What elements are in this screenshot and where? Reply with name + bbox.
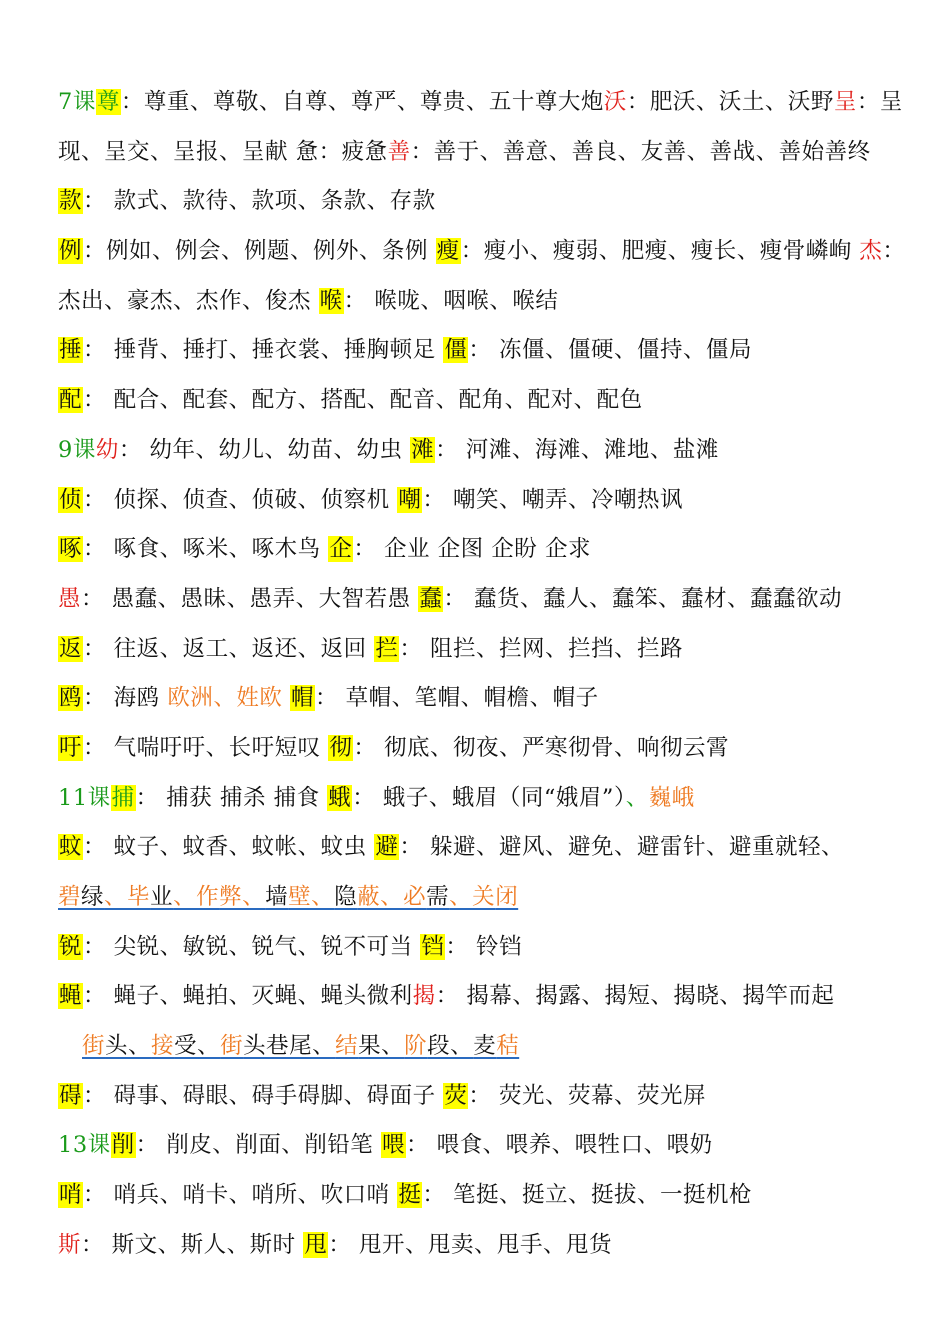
text-segment: ： 躲避、避风、避免、避雷针、避重就轻、 [399, 834, 844, 861]
text-segment: ： 铃铛 [445, 933, 522, 960]
highlighted-character: 避 [375, 834, 399, 861]
highlighted-character: 铛 [421, 933, 445, 960]
highlighted-character: 吁 [59, 734, 83, 761]
text-segment: 需 [426, 884, 450, 910]
text-segment: ： 草帽、笔帽、帽檐、帽子 [315, 685, 599, 712]
highlighted-character: 锐 [59, 933, 83, 960]
vocab-line [58, 277, 898, 327]
colored-text: 7课 [58, 89, 96, 115]
vocab-line [58, 177, 898, 227]
highlighted-character: 例 [59, 238, 83, 265]
highlighted-character: 企 [329, 536, 353, 563]
text-segment: ： 啄食、啄米、啄木鸟 [83, 536, 329, 563]
highlighted-character: 滩 [411, 436, 435, 463]
vocab-line [58, 972, 898, 1022]
colored-text: 、 [625, 784, 649, 811]
highlighted-character: 配 [59, 387, 83, 414]
text-segment: ： 河滩、海滩、滩地、盐滩 [435, 436, 719, 463]
text-segment: ： 喉咙、咽喉、喉结 [343, 287, 559, 314]
text-segment: ： 配合、配套、配方、搭配、配音、配角、配对、配色 [83, 387, 643, 414]
vocab-line [58, 724, 898, 774]
text-segment: 现、呈交、呈报、呈献 惫：疲惫 [58, 138, 388, 165]
text-segment: ： 捶背、捶打、捶衣裳、捶胸顿足 [83, 337, 444, 364]
text-segment: ：尊重、尊敬、自尊、尊严、尊贵、五十尊大炮 [120, 89, 604, 115]
colored-text: 阶 [404, 1033, 428, 1060]
highlighted-character: 喂 [381, 1132, 405, 1159]
text-segment: ： 冻僵、僵硬、僵持、僵局 [468, 337, 752, 364]
colored-text: 碧 [58, 884, 82, 910]
text-segment: ： 斯文、斯人、斯时 [81, 1231, 304, 1258]
colored-text: 巍峨 [648, 784, 695, 811]
text-segment: 果、 [358, 1033, 405, 1060]
text-segment: ： 喂食、喂养、喂牲口、喂奶 [405, 1132, 713, 1159]
highlighted-character: 挺 [398, 1182, 422, 1209]
colored-text: 街 [220, 1033, 244, 1060]
colored-text: 、关 [449, 884, 496, 910]
vocab-line [58, 525, 898, 575]
colored-text: 蔽、必 [357, 884, 427, 910]
text-segment: ： 款式、款待、款项、条款、存款 [83, 188, 436, 215]
text-segment: ： 企业 企图 企盼 企求 [353, 536, 591, 563]
text-segment: ：善于、善意、善良、友善、善战、善始善终 [410, 138, 871, 165]
highlighted-character: 啄 [59, 536, 83, 563]
vocab-line [58, 1022, 898, 1072]
highlighted-character: 哨 [59, 1182, 83, 1209]
text-segment: 受、 [174, 1033, 221, 1060]
vocab-line [58, 128, 898, 178]
vocab-line [58, 476, 898, 526]
text-segment: ： 彻底、彻夜、严寒彻骨、响彻云霄 [353, 734, 729, 761]
text-segment: ： 尖锐、敏锐、锐气、锐不可当 [83, 933, 421, 960]
highlighted-character: 喉 [319, 287, 343, 314]
text-segment: ：呈 [856, 89, 903, 115]
colored-text: 愚 [58, 585, 82, 612]
text-segment [282, 685, 290, 711]
text-segment: 段、 [427, 1033, 474, 1060]
text-segment: 麦 [473, 1033, 497, 1060]
highlighted-character: 削 [111, 1132, 135, 1159]
text-segment: ： 蠢货、蠢人、蠢笨、蠢材、蠢蠢欲动 [443, 585, 842, 612]
highlighted-character: 侦 [59, 486, 83, 513]
vocab-line [58, 774, 898, 824]
highlighted-character: 拦 [375, 635, 399, 662]
text-segment: ： 愚蠢、愚昧、愚弄、大智若愚 [81, 585, 419, 612]
highlighted-character: 返 [59, 635, 83, 662]
highlighted-character: 款 [59, 188, 83, 215]
colored-text: 结 [335, 1033, 359, 1060]
highlighted-character: 捕 [111, 784, 135, 811]
colored-text: 11课 [58, 784, 111, 811]
text-segment: 头巷尾、 [243, 1033, 336, 1060]
text-segment: ： 蚊子、蚊香、蚊帐、蚊虫 [83, 834, 375, 861]
colored-text: 9课 [58, 436, 96, 463]
text-segment: ：瘦小、瘦弱、肥瘦、瘦长、瘦骨嶙峋 [460, 238, 860, 265]
text-segment: ： 揭幕、揭露、揭短、揭晓、揭竿而起 [435, 983, 835, 1010]
text-segment: ： 蝇子、蝇拍、灭蝇、蝇头微利 [83, 983, 413, 1010]
vocab-line [58, 823, 898, 873]
text-segment: ： 阻拦、拦网、拦挡、拦路 [399, 635, 683, 662]
colored-text: 、作 [173, 884, 220, 910]
colored-text: 欧洲、姓欧 [167, 685, 283, 712]
highlighted-character: 捶 [59, 337, 83, 364]
colored-text: 街 [82, 1033, 106, 1060]
text-segment: 杰出、豪杰、杰作、俊杰 [58, 287, 319, 314]
text-segment: 绿 [81, 884, 105, 910]
vocab-line [58, 426, 898, 476]
colored-text: 弊、 [219, 884, 266, 910]
vocab-line [58, 1072, 898, 1122]
text-segment: ： [882, 238, 906, 265]
text-segment: ： 荧光、荧幕、荧光屏 [468, 1082, 706, 1109]
vocab-line [58, 1121, 898, 1171]
colored-text: 13课 [58, 1132, 111, 1159]
text-segment: 业 [150, 884, 174, 910]
highlighted-character: 鸥 [59, 685, 83, 712]
colored-text: 壁、 [288, 884, 335, 910]
text-segment: ： 幼年、幼儿、幼苗、幼虫 [118, 436, 411, 463]
text-segment: ： 嘲笑、嘲弄、冷嘲热讽 [422, 486, 683, 513]
colored-text: 闭 [495, 884, 519, 910]
text-segment: ： 侦探、侦查、侦破、侦察机 [83, 486, 398, 513]
vocab-line [58, 326, 898, 376]
vocab-line [58, 78, 903, 128]
highlighted-character: 嘲 [398, 486, 422, 513]
colored-text: 、毕 [104, 884, 151, 910]
vocab-line [58, 575, 898, 625]
highlighted-character: 瘦 [436, 238, 460, 265]
highlighted-character: 甩 [304, 1231, 328, 1258]
vocabulary-page [58, 78, 906, 1271]
highlighted-character: 僵 [444, 337, 468, 364]
highlighted-character: 尊 [96, 89, 120, 115]
colored-text: 斯 [58, 1231, 82, 1258]
text-segment: ： 笔挺、挺立、挺拔、一挺机枪 [422, 1182, 752, 1209]
vocab-line [58, 1221, 898, 1271]
highlighted-character: 碍 [59, 1082, 83, 1109]
text-segment: 隐 [334, 884, 358, 910]
vocab-line [58, 873, 898, 923]
vocab-line [58, 1171, 898, 1221]
text-segment: 墙 [265, 884, 289, 910]
highlighted-character: 彻 [329, 734, 353, 761]
vocab-line [58, 376, 898, 426]
highlighted-character: 蠢 [419, 585, 443, 612]
text-segment: ： 蛾子、蛾眉（同“娥眉”） [352, 784, 626, 811]
text-segment: ： 往返、返工、返还、返回 [83, 635, 375, 662]
highlighted-character: 荧 [444, 1082, 468, 1109]
colored-text: 善 [387, 138, 411, 165]
vocab-line [58, 923, 898, 973]
colored-text: 接 [151, 1033, 175, 1060]
text-segment: ： 削皮、削面、削铅笔 [135, 1132, 381, 1159]
text-segment: ： 碍事、碍眼、碍手碍脚、碍面子 [83, 1082, 444, 1109]
colored-text: 呈 [833, 89, 857, 115]
highlighted-character: 帽 [291, 685, 315, 712]
vocab-line [58, 625, 898, 675]
highlighted-character: 蚊 [59, 834, 83, 861]
text-segment: ： 甩开、甩卖、甩手、甩货 [328, 1231, 612, 1258]
colored-text: 幼 [95, 436, 119, 463]
vocab-line [58, 674, 898, 724]
text-segment: ： 气喘吁吁、长吁短叹 [83, 734, 329, 761]
vocab-line [58, 227, 906, 277]
text-segment: ：例如、例会、例题、例外、条例 [83, 238, 436, 265]
colored-text: 杰 [859, 238, 883, 265]
colored-text: 沃 [603, 89, 627, 115]
highlighted-character: 蛾 [328, 784, 352, 811]
text-segment: 头、 [105, 1033, 152, 1060]
text-segment: ： 哨兵、哨卡、哨所、吹口哨 [83, 1182, 398, 1209]
text-segment: ：肥沃、沃土、沃野 [626, 89, 834, 115]
text-segment: ： 海鸥 [83, 685, 168, 712]
colored-text: 秸 [496, 1033, 520, 1060]
text-segment: ： 捕获 捕杀 捕食 [135, 784, 328, 811]
highlighted-character: 蝇 [59, 983, 83, 1010]
colored-text: 揭 [412, 983, 436, 1010]
